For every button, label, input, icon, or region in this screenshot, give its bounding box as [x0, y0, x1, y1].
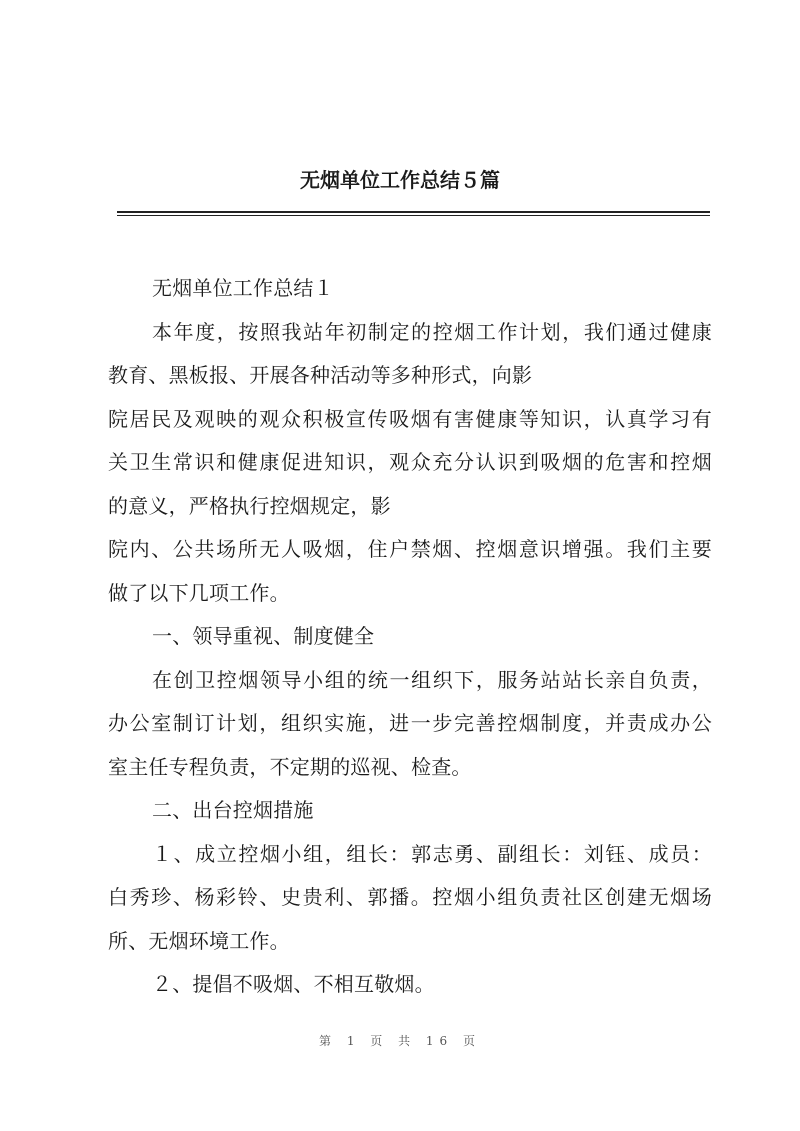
paragraph-line: 所、无烟环境工作。	[108, 928, 290, 953]
paragraph-line: 做了以下几项工作。	[108, 580, 290, 605]
title-rule-thick	[117, 211, 710, 213]
paragraph-line: 室主任专程负责，不定期的巡视、检查。	[108, 754, 472, 779]
paragraph-line: 的意义，严格执行控烟规定，影	[108, 493, 391, 518]
subsection-heading: 一、领导重视、制度健全	[152, 624, 375, 648]
subsection-heading: 二、出台控烟措施	[152, 798, 314, 822]
paragraph-line: 在创卫控烟领导小组的统一组织下，服务站站长亲自负责，	[152, 667, 712, 692]
paragraph-line: 关卫生常识和健康促进知识，观众充分认识到吸烟的危害和控烟	[108, 450, 712, 474]
document-title: 无烟单位工作总结５篇	[300, 168, 500, 192]
page-number-footer: 第 1 页 共 16 页	[319, 1034, 481, 1048]
paragraph-line: 院居民及观映的观众积极宣传吸烟有害健康等知识，认真学习有	[108, 406, 712, 431]
paragraph-line: 办公室制订计划，组织实施，进一步完善控烟制度，并责成办公	[108, 711, 712, 735]
paragraph-line: 白秀珍、杨彩铃、史贵利、郭播。控烟小组负责社区创建无烟场	[108, 885, 712, 909]
section-heading: 无烟单位工作总结１	[152, 276, 334, 300]
paragraph-line: 本年度，按照我站年初制定的控烟工作计划，我们通过健康	[152, 319, 712, 344]
paragraph-line: ２、提倡不吸烟、不相互敬烟。	[152, 972, 435, 996]
paragraph-line: 教育、黑板报、开展各种活动等多种形式，向影	[108, 363, 533, 387]
paragraph-line: 院内、公共场所无人吸烟，住户禁烟、控烟意识增强。我们主要	[108, 537, 712, 561]
document-body	[108, 272, 712, 1012]
title-rule-thin	[117, 215, 710, 216]
paragraph-line: １、成立控烟小组，组长：郭志勇、副组长：刘钰、成员：	[152, 841, 712, 866]
